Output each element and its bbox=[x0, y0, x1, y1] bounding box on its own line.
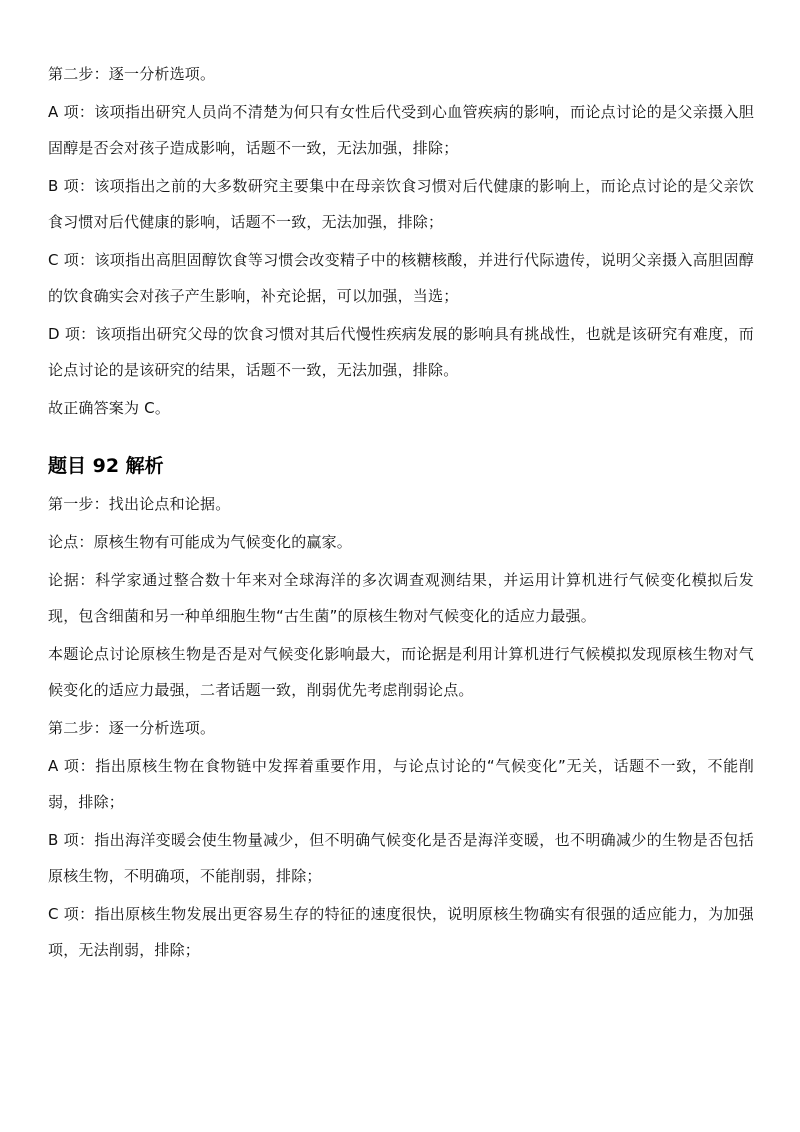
step1-heading: 第一步：找出论点和论据。 bbox=[48, 495, 231, 513]
section-title: 题目 92 解析 bbox=[48, 455, 164, 477]
option-b-analysis-2: B 项：指出海洋变暖会使生物量减少，但不明确气候变化是否是海洋变暖，也不明确减少的生物是否包括原核生物，不明确项，不能削弱，排除； bbox=[48, 831, 754, 885]
analysis-line: 本题论点讨论原核生物是否是对气候变化影响最大，而论据是利用计算机进行气候模拟发现原核生物对气候变化的适应力最强，二者话题一致，削弱优先考虑削弱论点。 bbox=[48, 645, 754, 699]
option-c-analysis-2: C 项：指出原核生物发展出更容易生存的特征的速度很快，说明原核生物确实有很强的适应能力，为加强项，无法削弱，排除； bbox=[48, 905, 754, 959]
option-b-analysis: B 项：该项指出之前的大多数研究主要集中在母亲饮食习惯对后代健康的影响上，而论点讨论的是父亲饮食习惯对后代健康的影响，话题不一致，无法加强，排除； bbox=[48, 177, 754, 231]
option-c-analysis: C 项：该项指出高胆固醇饮食等习惯会改变精子中的核糖核酸，并进行代际遗传，说明父亲摄入高胆固醇的饮食确实会对孩子产生影响，补充论据，可以加强，当选； bbox=[48, 251, 754, 305]
argument-line: 论点：原核生物有可能成为气候变化的赢家。 bbox=[48, 533, 353, 551]
option-a-analysis: A 项：该项指出研究人员尚不清楚为何只有女性后代受到心血管疾病的影响，而论点讨论的是父亲摄入胆固醇是否会对孩子造成影响，话题不一致，无法加强，排除； bbox=[48, 103, 754, 157]
step2-heading-2: 第二步：逐一分析选项。 bbox=[48, 719, 216, 737]
document-page bbox=[48, 56, 754, 970]
step2-heading: 第二步：逐一分析选项。 bbox=[48, 65, 216, 83]
answer-line: 故正确答案为 C。 bbox=[48, 399, 171, 417]
option-a-analysis-2: A 项：指出原核生物在食物链中发挥着重要作用，与论点讨论的“气候变化”无关，话题不一致，不能削弱，排除； bbox=[48, 757, 754, 811]
evidence-line: 论据：科学家通过整合数十年来对全球海洋的多次调查观测结果，并运用计算机进行气候变化模拟后发现，包含细菌和另一种单细胞生物“古生菌”的原核生物对气候变化的适应力最强。 bbox=[48, 571, 754, 625]
option-d-analysis: D 项：该项指出研究父母的饮食习惯对其后代慢性疾病发展的影响具有挑战性，也就是该研究有难度，而论点讨论的是该研究的结果，话题不一致，无法加强，排除。 bbox=[48, 325, 754, 379]
